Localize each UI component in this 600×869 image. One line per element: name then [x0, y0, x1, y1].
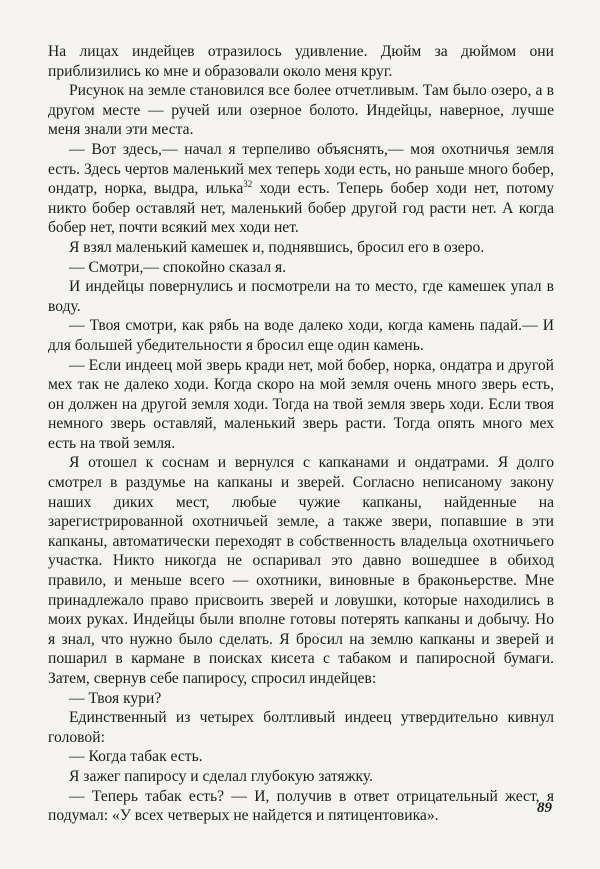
page-number: 89 — [537, 800, 552, 816]
paragraph-5: — Смотри,— спокойно сказал я. — [69, 258, 287, 276]
paragraph-14: — Теперь табак есть? — И, получив в ответ отрицательный жест, я подумал: «У всех четверых не найдется и пятицентовика». — [48, 787, 554, 825]
paragraph-11: Единственный из четырех болтливый индеец утвердительно кивнул головой: — [48, 709, 554, 746]
paragraph-9: Я отошел к соснам и вернулся с капканами и ондатрами. Я долго смотрел в раздумье на капканы и зверей. Согласно неписаному закону наших диких мест, любые чужие капканы, найденные на зарегистрированной охотничьей земле, а также звери, попавшие в эти капканы, автоматически переходят в собственность владельца охотничьего участка. Никто никогда не оспаривал это давно вошедшее в обиход правило, и меньше всего — охотники, виновные в браконьерстве. Мне принадлежало право присвоить зверей и ловушки, которые находились в моих руках. Индейцы были вполне готовы потерять капканы и добычу. Но я знал, что нужно было сделать. Я бросил на землю капканы и зверей и пошарил в кармане в поисках кисета с табаком и папиросной бумаги. Затем, свернув себе папиросу, спросил индейцев: — [48, 454, 554, 687]
paragraph-7: — Твоя смотри, как рябь на воде далеко ходи, когда камень падай.— И для большей убедительности я бросил еще один камень. — [48, 317, 554, 354]
paragraph-3-part-2: ходи есть. Теперь бобер ходи нет, потому никто бобер оставляй нет, маленький бобер другой год расти нет. А когда бобер нет, почти всякий мех ходи нет. — [48, 180, 554, 237]
paragraph-3 — [48, 140, 554, 238]
paragraph-12: — Когда табак есть. — [69, 748, 203, 766]
paragraph-1: На лицах индейцев отразилось удивление. Дюйм за дюймом они приблизились ко мне и образовали около меня круг. — [48, 43, 554, 80]
footnote-marker: 32 — [243, 178, 253, 189]
paragraph-2: Рисунок на земле становился все более отчетливым. Там было озеро, а в другом месте — ручей или озерное болото. Индейцы, наверное, лучше меня знали эти места. — [48, 82, 554, 139]
paragraph-8: — Если индеец мой зверь кради нет, мой бобер, норка, ондатра и другой мех так не далеко ходи. Когда скоро на мой земля очень много зверь есть, он должен на другой земля ходи. Тогда на твой земля зверь ходи. Если твоя немного зверь оставляй, маленький зверь расти. Тогда опять много мех есть на твой земля. — [48, 356, 554, 452]
paragraph-10: — Твоя кури? — [69, 689, 162, 707]
body-text — [48, 42, 554, 826]
paragraph-3-part-1: — Вот здесь,— начал я терпеливо объяснять,— моя охотничья земля есть. Здесь чертов маленький мех теперь ходи есть, но раньше много бобер, ондатр, норка, выдра, илька — [48, 140, 554, 198]
paragraph-13: Я зажег папиросу и сделал глубокую затяжку. — [69, 767, 373, 785]
paragraph-6: И индейцы повернулись и посмотрели на то место, где камешек упал в воду. — [48, 278, 554, 315]
paragraph-4: Я взял маленький камешек и, поднявшись, бросил его в озеро. — [69, 238, 485, 256]
